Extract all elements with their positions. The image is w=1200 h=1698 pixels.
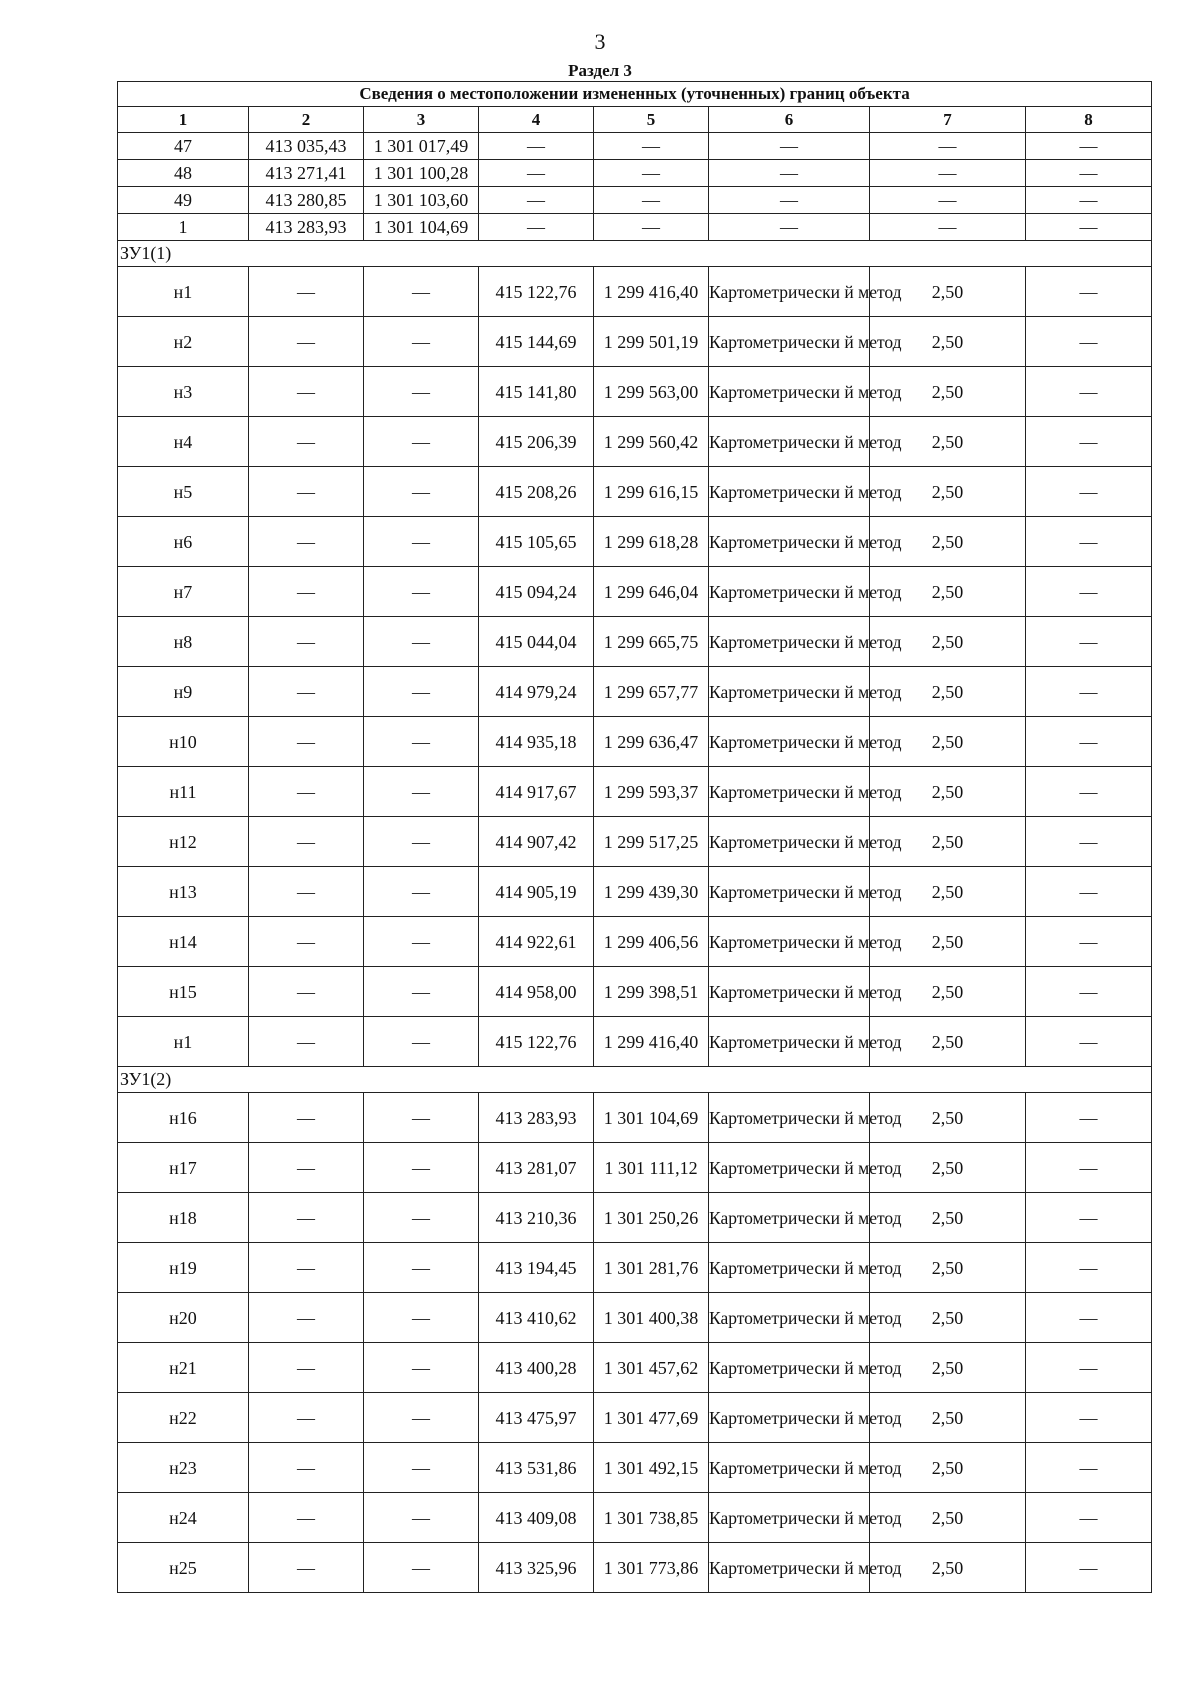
table-cell: 413 035,43 xyxy=(249,133,364,160)
table-row xyxy=(118,1393,1152,1443)
table-cell: Картометрически й метод xyxy=(709,817,870,867)
table-cell: — xyxy=(364,867,479,917)
table-cell: — xyxy=(249,667,364,717)
table-cell: — xyxy=(1026,1293,1152,1343)
table-cell: н1 xyxy=(118,1017,249,1067)
table-row xyxy=(118,867,1152,917)
table-cell: 1 301 111,12 xyxy=(594,1143,709,1193)
boundary-coordinates-table xyxy=(117,81,1152,1593)
table-cell: 2,50 xyxy=(870,1093,1026,1143)
table-cell: — xyxy=(249,817,364,867)
table-cell: — xyxy=(364,1093,479,1143)
table-cell: — xyxy=(364,1293,479,1343)
table-row xyxy=(118,1543,1152,1593)
table-cell: н9 xyxy=(118,667,249,717)
group-label: ЗУ1(1) xyxy=(118,241,1152,267)
table-cell: — xyxy=(594,214,709,241)
table-cell: н12 xyxy=(118,817,249,867)
table-cell: 1 299 618,28 xyxy=(594,517,709,567)
table-cell: н23 xyxy=(118,1443,249,1493)
column-number: 3 xyxy=(364,107,479,133)
table-cell: 1 299 657,77 xyxy=(594,667,709,717)
table-cell: — xyxy=(249,317,364,367)
table-cell: Картометрически й метод xyxy=(709,717,870,767)
table-row xyxy=(118,214,1152,241)
table-cell: 413 283,93 xyxy=(249,214,364,241)
table-cell: 2,50 xyxy=(870,467,1026,517)
table-cell: 1 299 501,19 xyxy=(594,317,709,367)
table-cell: 48 xyxy=(118,160,249,187)
table-cell: — xyxy=(479,214,594,241)
table-cell: 2,50 xyxy=(870,1343,1026,1393)
table-cell: н3 xyxy=(118,367,249,417)
table-row xyxy=(118,1493,1152,1543)
table-cell: — xyxy=(1026,567,1152,617)
table-cell: 1 301 104,69 xyxy=(364,214,479,241)
page-number: 3 xyxy=(594,29,606,54)
table-cell: н11 xyxy=(118,767,249,817)
table-cell: Картометрически й метод xyxy=(709,667,870,717)
table-cell: — xyxy=(364,1193,479,1243)
table-cell: — xyxy=(1026,267,1152,317)
table-cell: Картометрически й метод xyxy=(709,467,870,517)
table-cell: н10 xyxy=(118,717,249,767)
table-cell: 413 210,36 xyxy=(479,1193,594,1243)
table-cell: 2,50 xyxy=(870,667,1026,717)
table-row xyxy=(118,467,1152,517)
table-cell: — xyxy=(364,1493,479,1543)
table-cell: 1 299 616,15 xyxy=(594,467,709,517)
table-cell: н4 xyxy=(118,417,249,467)
table-cell: 1 299 398,51 xyxy=(594,967,709,1017)
table-cell: Картометрически й метод xyxy=(709,1343,870,1393)
table-cell: Картометрически й метод xyxy=(709,867,870,917)
table-cell: Картометрически й метод xyxy=(709,1443,870,1493)
table-cell: — xyxy=(249,867,364,917)
table-cell: н24 xyxy=(118,1493,249,1543)
table-cell: — xyxy=(479,133,594,160)
table-cell: — xyxy=(1026,1093,1152,1143)
table-row xyxy=(118,717,1152,767)
table-cell: Картометрически й метод xyxy=(709,1093,870,1143)
table-cell: 1 301 250,26 xyxy=(594,1193,709,1243)
table-cell: — xyxy=(1026,214,1152,241)
table-cell: 1 299 416,40 xyxy=(594,267,709,317)
table-row xyxy=(118,1093,1152,1143)
table-row xyxy=(118,517,1152,567)
table-cell: — xyxy=(1026,1243,1152,1293)
table-cell: — xyxy=(364,317,479,367)
table-cell: 1 301 492,15 xyxy=(594,1443,709,1493)
table-cell: — xyxy=(364,517,479,567)
table-cell: 1 299 406,56 xyxy=(594,917,709,967)
table-cell: 2,50 xyxy=(870,417,1026,467)
table-cell: 2,50 xyxy=(870,767,1026,817)
table-cell: 2,50 xyxy=(870,917,1026,967)
table-cell: — xyxy=(1026,867,1152,917)
table-cell: 2,50 xyxy=(870,567,1026,617)
table-cell: — xyxy=(1026,467,1152,517)
table-cell: 2,50 xyxy=(870,267,1026,317)
table-cell: — xyxy=(364,467,479,517)
table-cell: — xyxy=(364,567,479,617)
table-cell: — xyxy=(1026,1343,1152,1393)
table-row xyxy=(118,187,1152,214)
table-cell: 415 122,76 xyxy=(479,1017,594,1067)
table-cell: Картометрически й метод xyxy=(709,267,870,317)
table-row xyxy=(118,617,1152,667)
table-cell: 1 301 738,85 xyxy=(594,1493,709,1543)
table-cell: 2,50 xyxy=(870,1493,1026,1543)
table-cell: 415 044,04 xyxy=(479,617,594,667)
column-number: 8 xyxy=(1026,107,1152,133)
column-number: 5 xyxy=(594,107,709,133)
table-cell: н7 xyxy=(118,567,249,617)
table-cell: 413 475,97 xyxy=(479,1393,594,1443)
table-cell: — xyxy=(870,133,1026,160)
table-cell: — xyxy=(870,160,1026,187)
table-cell: 2,50 xyxy=(870,1143,1026,1193)
table-cell: 1 299 439,30 xyxy=(594,867,709,917)
table-cell: 413 531,86 xyxy=(479,1443,594,1493)
table-cell: Картометрически й метод xyxy=(709,1243,870,1293)
table-cell: — xyxy=(364,367,479,417)
table-cell: н8 xyxy=(118,617,249,667)
table-cell: 1 299 416,40 xyxy=(594,1017,709,1067)
column-number: 2 xyxy=(249,107,364,133)
table-row xyxy=(118,317,1152,367)
table-row xyxy=(118,1343,1152,1393)
table-cell: 1 301 281,76 xyxy=(594,1243,709,1293)
table-cell: — xyxy=(1026,1143,1152,1193)
table-cell: 1 301 400,38 xyxy=(594,1293,709,1343)
table-cell: 1 301 017,49 xyxy=(364,133,479,160)
table-cell: — xyxy=(1026,417,1152,467)
table-cell: Картометрически й метод xyxy=(709,317,870,367)
table-cell: — xyxy=(870,187,1026,214)
table-cell: — xyxy=(1026,1543,1152,1593)
table-cell: 2,50 xyxy=(870,1393,1026,1443)
table-cell: Картометрически й метод xyxy=(709,1493,870,1543)
table-cell: — xyxy=(594,187,709,214)
column-number: 6 xyxy=(709,107,870,133)
table-cell: — xyxy=(249,417,364,467)
table-cell: 1 299 517,25 xyxy=(594,817,709,867)
table-cell: 2,50 xyxy=(870,617,1026,667)
table-cell: н2 xyxy=(118,317,249,367)
table-cell: 2,50 xyxy=(870,1193,1026,1243)
table-cell: 413 194,45 xyxy=(479,1243,594,1293)
table-cell: — xyxy=(1026,1443,1152,1493)
table-cell: 1 301 457,62 xyxy=(594,1343,709,1393)
table-row xyxy=(118,367,1152,417)
table-cell: — xyxy=(364,417,479,467)
column-number: 7 xyxy=(870,107,1026,133)
table-cell: 2,50 xyxy=(870,1243,1026,1293)
table-cell: Картометрически й метод xyxy=(709,1393,870,1443)
table-cell: Картометрически й метод xyxy=(709,417,870,467)
table-cell: 1 299 593,37 xyxy=(594,767,709,817)
table-cell: 415 208,26 xyxy=(479,467,594,517)
table-row xyxy=(118,160,1152,187)
table-cell: — xyxy=(249,467,364,517)
table-cell: — xyxy=(364,267,479,317)
table-cell: Картометрически й метод xyxy=(709,517,870,567)
table-cell: Картометрически й метод xyxy=(709,767,870,817)
table-cell: Картометрически й метод xyxy=(709,1143,870,1193)
table-cell: н1 xyxy=(118,267,249,317)
table-cell: 2,50 xyxy=(870,367,1026,417)
table-cell: 415 141,80 xyxy=(479,367,594,417)
table-cell: 414 979,24 xyxy=(479,667,594,717)
table-cell: — xyxy=(364,1393,479,1443)
group-row xyxy=(118,241,1152,267)
table-cell: 415 094,24 xyxy=(479,567,594,617)
table-row xyxy=(118,1443,1152,1493)
table-cell: — xyxy=(1026,1493,1152,1543)
table-cell: — xyxy=(1026,767,1152,817)
table-row xyxy=(118,1193,1152,1243)
table-cell: 414 958,00 xyxy=(479,967,594,1017)
table-body xyxy=(118,133,1152,1593)
table-cell: — xyxy=(249,367,364,417)
table-cell: — xyxy=(249,1393,364,1443)
table-cell: — xyxy=(364,667,479,717)
group-row xyxy=(118,1067,1152,1093)
table-cell: 2,50 xyxy=(870,317,1026,367)
table-cell: — xyxy=(1026,517,1152,567)
table-cell: — xyxy=(1026,367,1152,417)
table-cell: — xyxy=(249,567,364,617)
table-cell: 2,50 xyxy=(870,517,1026,567)
table-cell: Картометрически й метод xyxy=(709,1543,870,1593)
table-cell: Картометрически й метод xyxy=(709,367,870,417)
table-cell: — xyxy=(1026,187,1152,214)
table-cell: — xyxy=(1026,1393,1152,1443)
table-cell: 413 410,62 xyxy=(479,1293,594,1343)
table-cell: 2,50 xyxy=(870,1443,1026,1493)
table-cell: 415 122,76 xyxy=(479,267,594,317)
table-cell: — xyxy=(1026,667,1152,717)
table-cell: н6 xyxy=(118,517,249,567)
table-cell: 413 283,93 xyxy=(479,1093,594,1143)
table-cell: — xyxy=(709,160,870,187)
table-cell: — xyxy=(249,517,364,567)
table-cell: н14 xyxy=(118,917,249,967)
table-row xyxy=(118,967,1152,1017)
table-cell: — xyxy=(479,187,594,214)
table-cell: 1 299 560,42 xyxy=(594,417,709,467)
table-cell: — xyxy=(364,917,479,967)
table-cell: Картометрически й метод xyxy=(709,567,870,617)
table-cell: — xyxy=(1026,1193,1152,1243)
table-cell: 415 144,69 xyxy=(479,317,594,367)
table-cell: 1 301 103,60 xyxy=(364,187,479,214)
table-cell: — xyxy=(709,133,870,160)
table-cell: — xyxy=(594,133,709,160)
table-cell: — xyxy=(249,267,364,317)
table-row xyxy=(118,417,1152,467)
table-cell: — xyxy=(364,1343,479,1393)
table-cell: — xyxy=(364,717,479,767)
table-cell: — xyxy=(249,1493,364,1543)
table-cell: — xyxy=(364,817,479,867)
table-cell: 2,50 xyxy=(870,717,1026,767)
table-cell: 414 917,67 xyxy=(479,767,594,817)
table-cell: — xyxy=(249,967,364,1017)
table-cell: — xyxy=(249,1017,364,1067)
table-cell: 2,50 xyxy=(870,1543,1026,1593)
table-cell: — xyxy=(364,967,479,1017)
table-cell: н13 xyxy=(118,867,249,917)
table-cell: — xyxy=(1026,967,1152,1017)
table-cell: 415 206,39 xyxy=(479,417,594,467)
table-cell: н15 xyxy=(118,967,249,1017)
table-cell: — xyxy=(249,1343,364,1393)
table-cell: 414 907,42 xyxy=(479,817,594,867)
table-cell: 414 905,19 xyxy=(479,867,594,917)
column-number: 1 xyxy=(118,107,249,133)
table-row xyxy=(118,667,1152,717)
table-row xyxy=(118,767,1152,817)
table-cell: Картометрически й метод xyxy=(709,967,870,1017)
table-cell: — xyxy=(1026,1017,1152,1067)
table-cell: 47 xyxy=(118,133,249,160)
table-cell: 1 301 773,86 xyxy=(594,1543,709,1593)
table-row xyxy=(118,267,1152,317)
table-cell: Картометрически й метод xyxy=(709,1293,870,1343)
table-row xyxy=(118,1143,1152,1193)
table-cell: 1 299 563,00 xyxy=(594,367,709,417)
table-row xyxy=(118,1243,1152,1293)
table-cell: — xyxy=(364,1443,479,1493)
table-row xyxy=(118,1293,1152,1343)
table-cell: — xyxy=(249,1443,364,1493)
table-cell: 413 400,28 xyxy=(479,1343,594,1393)
column-number: 4 xyxy=(479,107,594,133)
table-cell: — xyxy=(1026,817,1152,867)
table-row xyxy=(118,1017,1152,1067)
table-cell: — xyxy=(364,617,479,667)
table-cell: 2,50 xyxy=(870,1293,1026,1343)
table-cell: Картометрически й метод xyxy=(709,1017,870,1067)
table-cell: — xyxy=(249,717,364,767)
table-cell: — xyxy=(249,767,364,817)
table-row xyxy=(118,567,1152,617)
table-cell: 1 299 636,47 xyxy=(594,717,709,767)
table-cell: 413 325,96 xyxy=(479,1543,594,1593)
table-cell: — xyxy=(249,1193,364,1243)
table-cell: — xyxy=(249,917,364,967)
table-cell: — xyxy=(249,1093,364,1143)
table-cell: 413 271,41 xyxy=(249,160,364,187)
table-cell: — xyxy=(249,1143,364,1193)
table-row xyxy=(118,133,1152,160)
table-cell: — xyxy=(594,160,709,187)
table-cell: — xyxy=(364,1543,479,1593)
table-cell: н20 xyxy=(118,1293,249,1343)
table-cell: 413 409,08 xyxy=(479,1493,594,1543)
table-cell: — xyxy=(709,187,870,214)
table-row xyxy=(118,917,1152,967)
table-cell: — xyxy=(364,1143,479,1193)
table-row xyxy=(118,817,1152,867)
table-cell: — xyxy=(249,1543,364,1593)
table-cell: н18 xyxy=(118,1193,249,1243)
table-cell: Картометрически й метод xyxy=(709,617,870,667)
table-cell: — xyxy=(364,1017,479,1067)
table-cell: 1 299 646,04 xyxy=(594,567,709,617)
table-cell: — xyxy=(364,767,479,817)
table-cell: н5 xyxy=(118,467,249,517)
table-cell: 1 301 477,69 xyxy=(594,1393,709,1443)
table-cell: Картометрически й метод xyxy=(709,1193,870,1243)
table-cell: 413 281,07 xyxy=(479,1143,594,1193)
table-cell: 1 299 665,75 xyxy=(594,617,709,667)
table-cell: 2,50 xyxy=(870,1017,1026,1067)
table-cell: — xyxy=(709,214,870,241)
table-cell: — xyxy=(1026,617,1152,667)
table-cell: — xyxy=(364,1243,479,1293)
table-cell: 2,50 xyxy=(870,867,1026,917)
table-cell: — xyxy=(870,214,1026,241)
table-cell: — xyxy=(479,160,594,187)
table-cell: — xyxy=(1026,717,1152,767)
table-cell: 1 301 104,69 xyxy=(594,1093,709,1143)
table-cell: Картометрически й метод xyxy=(709,917,870,967)
table-cell: н21 xyxy=(118,1343,249,1393)
table-cell: — xyxy=(249,617,364,667)
table-cell: н16 xyxy=(118,1093,249,1143)
section-title: Раздел 3 xyxy=(568,61,632,80)
table-cell: 414 935,18 xyxy=(479,717,594,767)
table-cell: 2,50 xyxy=(870,817,1026,867)
table-cell: 413 280,85 xyxy=(249,187,364,214)
table-cell: 1 xyxy=(118,214,249,241)
table-cell: н25 xyxy=(118,1543,249,1593)
table-cell: — xyxy=(1026,917,1152,967)
table-cell: — xyxy=(1026,133,1152,160)
table-cell: 414 922,61 xyxy=(479,917,594,967)
table-cell: 2,50 xyxy=(870,967,1026,1017)
table-cell: 415 105,65 xyxy=(479,517,594,567)
table-cell: н17 xyxy=(118,1143,249,1193)
table-cell: — xyxy=(249,1243,364,1293)
table-cell: — xyxy=(1026,160,1152,187)
table-cell: 1 301 100,28 xyxy=(364,160,479,187)
table-cell: — xyxy=(1026,317,1152,367)
table-cell: н19 xyxy=(118,1243,249,1293)
table-cell: — xyxy=(249,1293,364,1343)
table-caption: Сведения о местоположении измененных (уточненных) границ объекта xyxy=(118,82,1152,107)
group-label: ЗУ1(2) xyxy=(118,1067,1152,1093)
column-number-row xyxy=(118,107,1152,133)
table-cell: н22 xyxy=(118,1393,249,1443)
table-cell: 49 xyxy=(118,187,249,214)
